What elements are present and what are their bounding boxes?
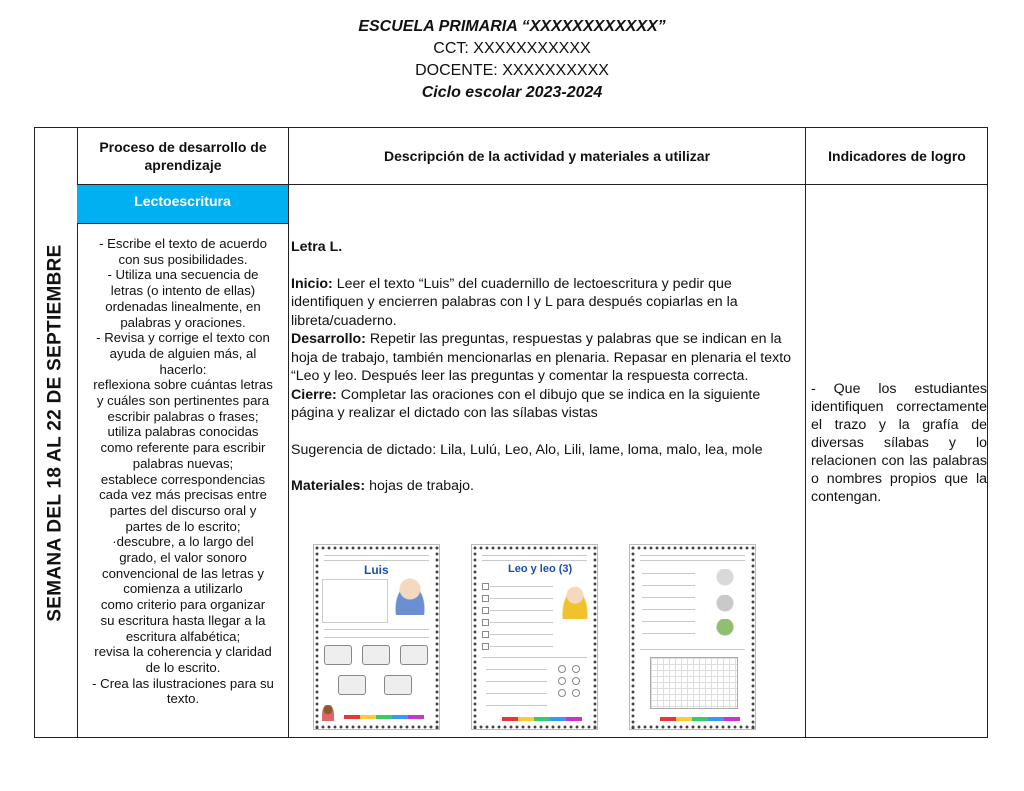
worksheet-lola-lee — [629, 544, 756, 730]
process-line: escribir palabras o frases; — [107, 408, 259, 424]
process-line: escritura alfabética; — [125, 628, 241, 644]
week-label: SEMANA DEL 18 AL 22 DE SEPTIEMBRE — [45, 243, 67, 622]
process-line: grado, el valor sonoro — [119, 550, 247, 566]
process-line: comienza a utilizarlo — [123, 581, 243, 597]
process-line: utiliza palabras conocidas — [107, 424, 259, 440]
process-line: partes de lo escrito; — [125, 518, 241, 534]
process-line: como criterio para organizar — [100, 597, 266, 613]
header-process: Proceso de desarrollo de aprendizaje — [99, 139, 267, 173]
process-line: su escritura hasta llegar a la — [100, 612, 266, 628]
dictation-suggestion: Sugerencia de dictado: Lila, Lulú, Leo, Alo, Lili, lame, loma, malo, lea, mole — [291, 441, 763, 458]
process-line: - Crea las ilustraciones para su — [92, 675, 274, 691]
materials-label: Materiales: — [291, 478, 366, 494]
school-year: Ciclo escolar 2023-2024 — [421, 84, 603, 101]
process-line: partes del discurso oral y — [109, 502, 257, 518]
cierre-text: Completar las oraciones con el dibujo que se indica en la siguiente página y realizar el dictado con las sílabas vistas — [291, 386, 761, 421]
school-name: ESCUELA PRIMARIA “XXXXXXXXXXXX” — [358, 18, 666, 35]
planning-table — [34, 127, 988, 738]
desarrollo-text: Repetir las preguntas, respuestas y palabras que se indican en la hoja de trabajo, también mencionarlas en plenaria. Repasar en plenaria el texto “Leo y leo. Después leer las preguntas y comentar la respuesta correcta. — [291, 331, 792, 384]
desarrollo-paragraph — [291, 330, 801, 386]
process-line: revisa la coherencia y claridad — [94, 644, 272, 660]
teacher-line: DOCENTE: XXXXXXXXXX — [415, 62, 609, 79]
process-line: convencional de las letras y — [101, 565, 264, 581]
process-line: establece correspondencias — [100, 471, 266, 487]
process-line: cada vez más precisas entre — [99, 487, 267, 503]
worksheet-title: Leo y leo (3) — [508, 563, 573, 575]
process-line: con sus posibilidades. — [118, 251, 248, 267]
process-line: hacerlo: — [159, 361, 207, 377]
inicio-paragraph — [291, 275, 801, 331]
activity-description — [291, 238, 801, 496]
week-column — [35, 128, 77, 737]
process-line: - Utiliza una secuencia de — [107, 267, 259, 283]
process-line: ayuda de alguien más, al — [109, 345, 257, 361]
process-line: texto. — [166, 691, 200, 707]
process-line: y cuáles son pertinentes para — [96, 393, 270, 409]
cct-line: CCT: XXXXXXXXXXX — [433, 40, 591, 57]
achievement-indicator: - Que los estudiantes identifiquen correctamente el trazo y la grafía de diversas sílabas y lo relacionen con las palabras o nombres propios que la contengan. — [811, 381, 987, 505]
worksheet-luis — [313, 544, 440, 730]
cierre-paragraph — [291, 386, 801, 423]
cierre-label: Cierre: — [291, 386, 337, 403]
process-line: letras (o intento de ellas) — [110, 283, 256, 299]
inicio-text: Leer el texto “Luis” del cuadernillo de lectoescritura y pedir que identifiquen y encierren palabras con l y L para después copiarlas en la libreta/cuaderno. — [291, 275, 738, 329]
header-description: Descripción de la actividad y materiales a utilizar — [383, 148, 711, 164]
process-line: reflexiona sobre cuántas letras — [93, 377, 273, 393]
process-line: palabras nuevas; — [132, 455, 234, 471]
materials-paragraph — [291, 477, 801, 496]
process-line: ·descubre, a lo largo del — [112, 534, 254, 550]
process-line: ordenadas linealmente, en — [105, 298, 261, 314]
process-line: palabras y oraciones. — [120, 314, 246, 330]
materials-text: hojas de trabajo. — [365, 478, 474, 494]
section-label: Lectoescritura — [77, 185, 288, 223]
inicio-label: Inicio: — [291, 275, 333, 292]
process-line: - Escribe el texto de acuerdo — [99, 236, 267, 251]
process-line: - Revisa y corrige el texto con — [96, 330, 270, 346]
document-header — [0, 16, 1024, 104]
worksheet-title: Luis — [364, 563, 389, 577]
header-indicators: Indicadores de logro — [828, 148, 966, 164]
process-line: de lo escrito. — [145, 659, 221, 675]
process-text — [81, 236, 285, 707]
letter-title: Letra L. — [291, 239, 343, 255]
worksheet-leo-y-leo — [471, 544, 598, 730]
desarrollo-label: Desarrollo: — [291, 331, 366, 347]
process-line: como referente para escribir — [100, 440, 266, 456]
